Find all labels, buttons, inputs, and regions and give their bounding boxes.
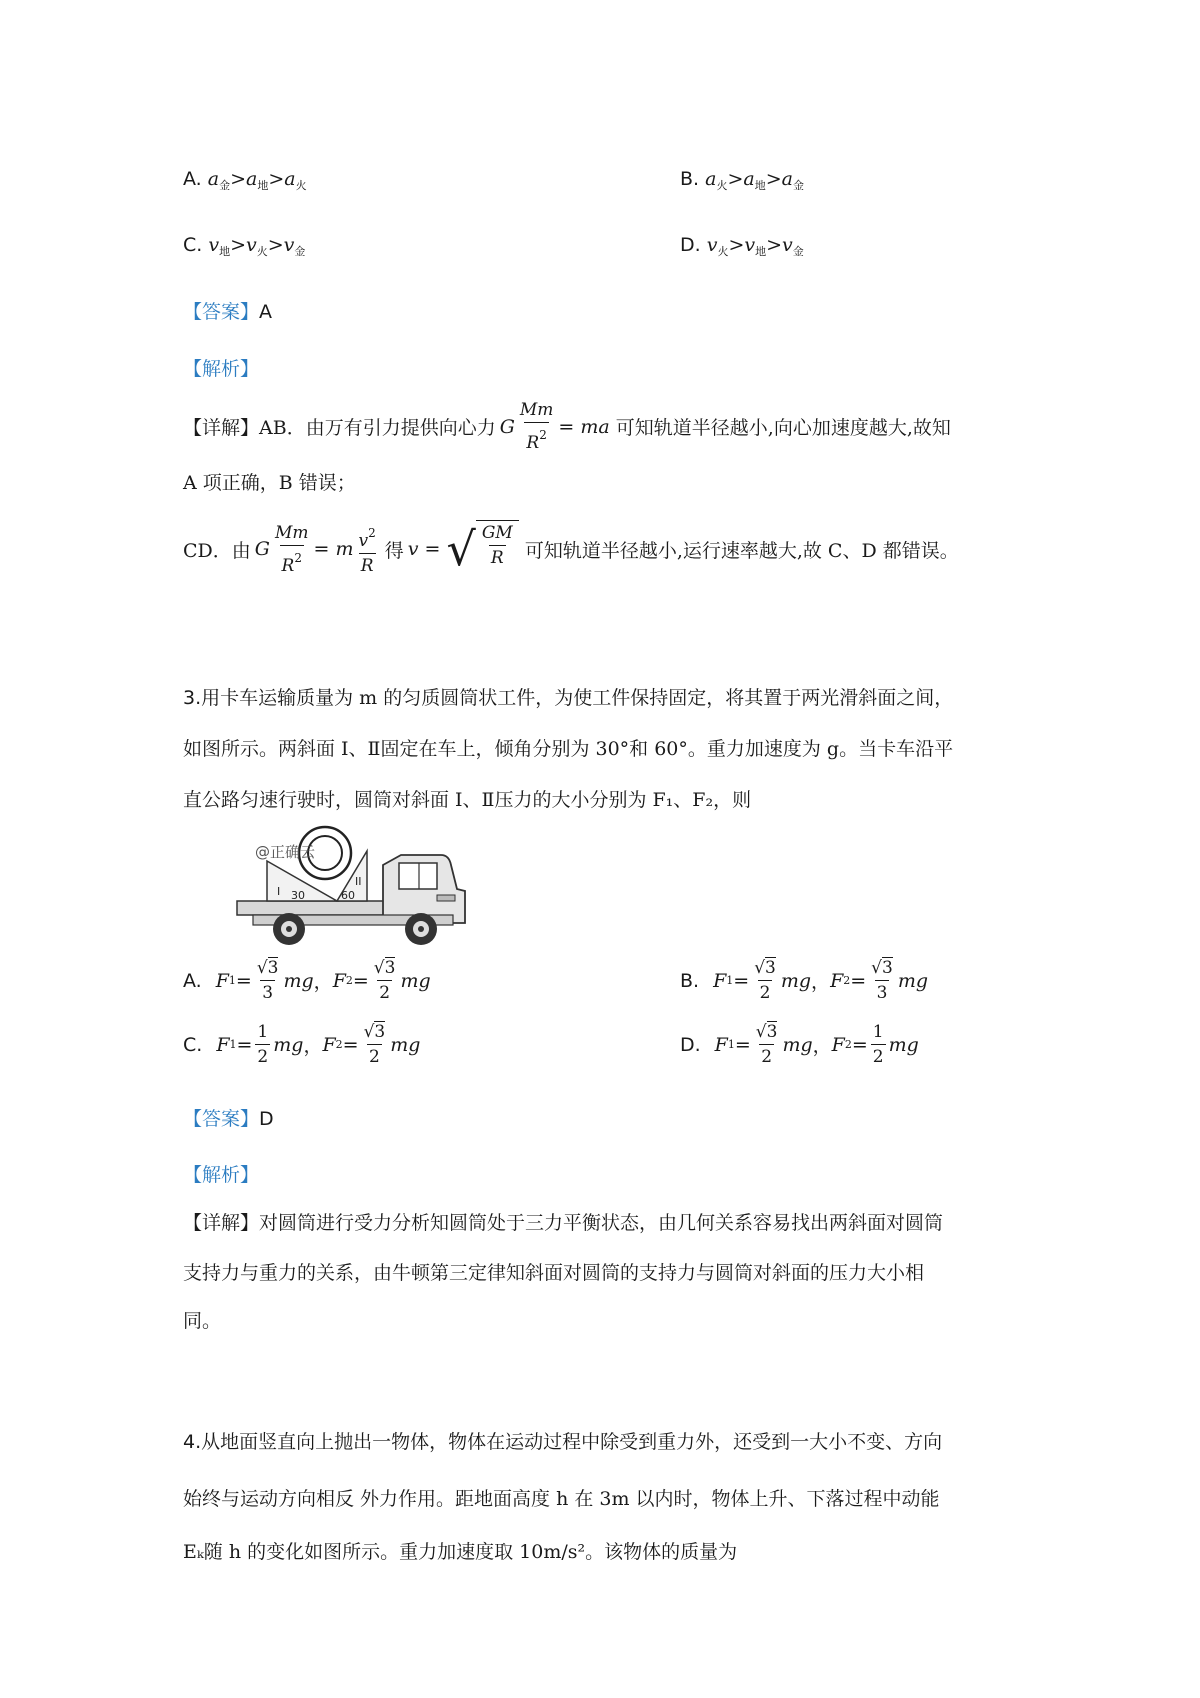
q4-stem-line3: Eₖ随 h 的变化如图所示。重力加速度取 10m/s²。该物体的质量为 — [183, 1541, 738, 1563]
q2-option-d: D. $v_火>v_地>v_金$ — [680, 234, 804, 258]
q2-analysis-label: 【解析】 — [183, 358, 260, 380]
q2-detail-line3: CD．由 G $\frac{Mm}{R^2}$ = m $\frac{v^2}{R}$ 得 v = √ $\frac{GM}{R}$ 可知轨道半径越小,运行速率越大,故 C、D 都错误。 — [183, 522, 959, 576]
q3-option-c: C. F 1 = $\frac{1}{2}$ mg ， F 2 = $\frac{√3}{2}$ mg — [183, 1022, 421, 1067]
q3-stem-line3: 直公路匀速行驶时，圆筒对斜面 I、Ⅱ压力的大小分别为 F₁、F₂，则 — [183, 789, 752, 811]
q3-stem-line2: 如图所示。两斜面 I、Ⅱ固定在车上，倾角分别为 30°和 60°。重力加速度为 g。当卡车沿平 — [183, 738, 954, 760]
q3-option-a: A. F 1 = $\frac{√3}{3}$ mg ， F 2 = $\frac{√3}{2}$ mg — [183, 958, 431, 1003]
angle-60: 60 — [341, 889, 355, 902]
sqrt-GM-R: √ $\frac{GM}{R}$ — [447, 520, 519, 578]
q2-detail-line1: 【详解】 AB．由万有引力提供向心力 G $\frac{Mm}{R^2}$ = ma 可知轨道半径越小,向心加速度越大,故知 — [183, 400, 951, 453]
q3-detail-line2: 支持力与重力的关系，由牛顿第三定律知斜面对圆筒的支持力与圆筒对斜面的压力大小相 — [183, 1262, 925, 1284]
label-II: II — [355, 875, 362, 888]
q2-answer: 【答案】A — [183, 301, 273, 323]
q2-option-a: A. $a_金>a_地>a_火$ — [183, 168, 307, 192]
q2-option-c: C. $v_地>v_火>v_金$ — [183, 234, 306, 258]
q4-stem-line1: 4.从地面竖直向上抛出一物体，物体在运动过程中除受到重力外，还受到一大小不变、方向 — [183, 1431, 943, 1453]
front-wheel — [405, 913, 437, 945]
q2-detail-line2: A 项正确，B 错误； — [183, 472, 356, 494]
rear-wheel — [273, 913, 305, 945]
cab-window — [399, 863, 437, 889]
truck-figure — [233, 825, 473, 955]
angle-30: 30 — [291, 889, 305, 902]
q3-detail-line3: 同。 — [183, 1310, 222, 1332]
q3-detail-line1: 【详解】对圆筒进行受力分析知圆筒处于三力平衡状态，由几何关系容易找出两斜面对圆筒 — [183, 1212, 944, 1234]
q2-option-b: B. $a_火>a_地>a_金$ — [680, 168, 804, 192]
q3-option-d: D. F 1 = $\frac{√3}{2}$ mg ， F 2 = $\frac{1}{2}$ mg — [680, 1022, 919, 1067]
q4-stem-line2: 始终与运动方向相反 外力作用。距地面高度 h 在 3m 以内时，物体上升、下落过程中动能 — [183, 1488, 940, 1510]
fraction-Mm-R2: $\frac{Mm}{R^2}$ — [519, 400, 554, 453]
q3-stem-line1: 3.用卡车运输质量为 m 的匀质圆筒状工件，为使工件保持固定，将其置于两光滑斜面之间， — [183, 687, 954, 709]
truck-bed — [237, 901, 387, 915]
q3-answer: 【答案】D — [183, 1108, 274, 1130]
q3-analysis-label: 【解析】 — [183, 1164, 260, 1186]
label-I: I — [277, 885, 281, 898]
q3-option-b: B. F 1 = $\frac{√3}{2}$ mg ， F 2 = $\frac{√3}{3}$ mg — [680, 958, 929, 1003]
watermark: @正确云 — [255, 843, 316, 861]
